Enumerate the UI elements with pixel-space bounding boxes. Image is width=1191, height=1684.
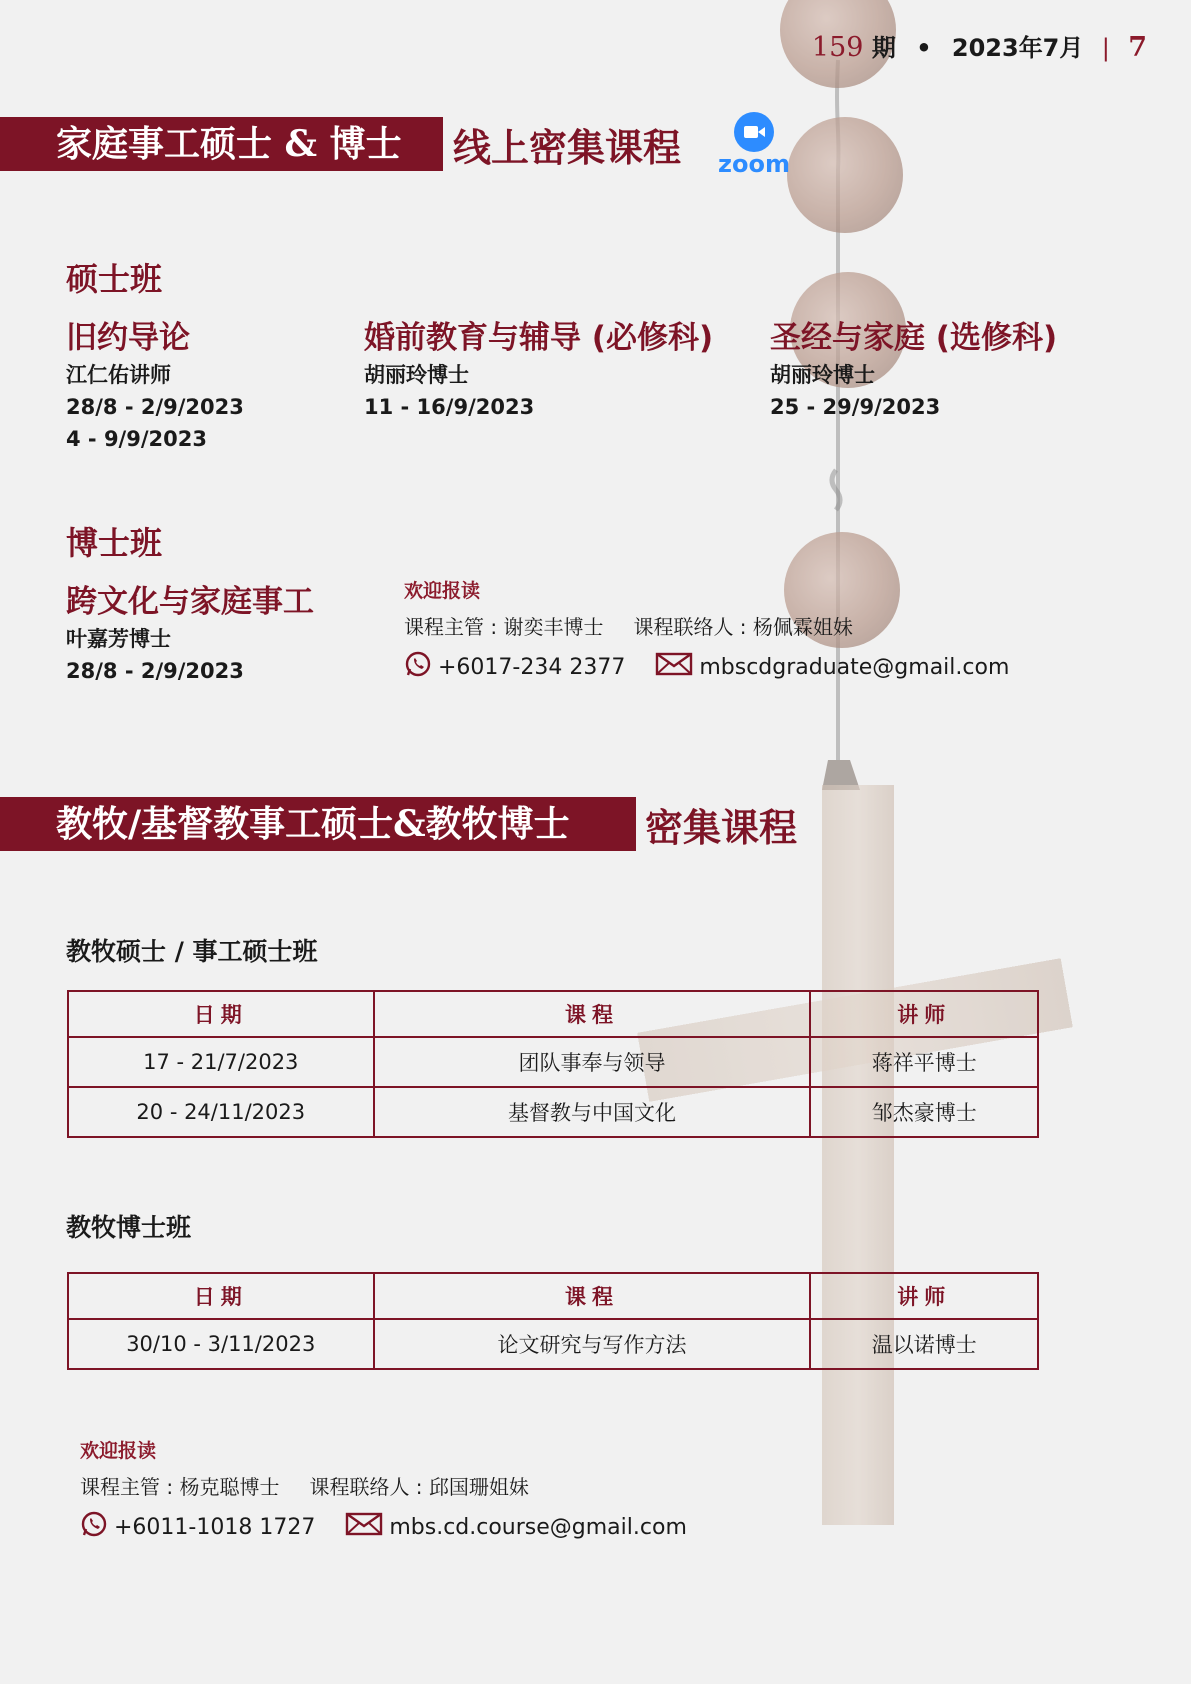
email-icon bbox=[655, 652, 693, 682]
divider: | bbox=[1101, 34, 1110, 62]
course-date: 4 - 9/9/2023 bbox=[66, 427, 207, 451]
course-title: 婚前教育与辅导 (必修科) bbox=[364, 320, 714, 356]
supervisor: 课程主管 : 谢奕丰博士 bbox=[404, 615, 604, 639]
column-header-lecturer: 讲师 bbox=[810, 1273, 1038, 1319]
table-row bbox=[68, 1319, 1038, 1369]
course-card bbox=[770, 312, 1057, 423]
course-lecturer: 胡丽玲博士 bbox=[364, 363, 469, 387]
cell-date: 17 - 21/7/2023 bbox=[68, 1037, 374, 1087]
course-date: 11 - 16/9/2023 bbox=[364, 395, 535, 419]
bullet-separator: • bbox=[916, 34, 932, 62]
course-title: 旧约导论 bbox=[66, 320, 190, 356]
welcome-label: 欢迎报读 bbox=[80, 1440, 157, 1462]
cell-course: 基督教与中国文化 bbox=[374, 1087, 811, 1137]
whatsapp-icon bbox=[404, 650, 432, 684]
table-row bbox=[68, 1037, 1038, 1087]
cell-lecturer: 温以诺博士 bbox=[810, 1319, 1038, 1369]
email-icon bbox=[345, 1512, 383, 1542]
page-number: 7 bbox=[1128, 32, 1147, 63]
cell-lecturer: 邹杰豪博士 bbox=[810, 1087, 1038, 1137]
issue-number: 159 bbox=[811, 32, 864, 63]
column-header-date: 日期 bbox=[68, 1273, 374, 1319]
zoom-logo-text: zoom bbox=[718, 150, 790, 178]
table2-heading: 教牧博士班 bbox=[66, 1213, 192, 1242]
phone-link[interactable]: +6011-1018 1727 bbox=[114, 1514, 316, 1540]
cell-lecturer: 蒋祥平博士 bbox=[810, 1037, 1038, 1087]
table1-heading: 教牧硕士 / 事工硕士班 bbox=[66, 937, 318, 966]
masters-heading: 硕士班 bbox=[66, 260, 163, 298]
coordinator: 课程联络人 : 杨佩霖姐妹 bbox=[633, 615, 853, 639]
course-title: 跨文化与家庭事工 bbox=[66, 584, 314, 620]
coordinator: 课程联络人 : 邱国珊姐妹 bbox=[309, 1475, 529, 1499]
supervisor: 课程主管 : 杨克聪博士 bbox=[80, 1475, 280, 1499]
column-header-date: 日期 bbox=[68, 991, 374, 1037]
doctoral-heading: 博士班 bbox=[66, 524, 163, 562]
contact-row bbox=[80, 1510, 687, 1544]
table-row bbox=[68, 1087, 1038, 1137]
schedule-table-doctoral bbox=[67, 1272, 1039, 1370]
section2-banner-tail: 密集课程 bbox=[645, 805, 798, 850]
section1-banner: 家庭事工硕士 & 博士 bbox=[0, 117, 443, 171]
issue-label: 期 bbox=[871, 34, 896, 62]
contact-block bbox=[404, 576, 1009, 684]
course-lecturer: 江仁佑讲师 bbox=[66, 363, 171, 387]
course-card bbox=[364, 312, 713, 423]
zoom-logo bbox=[716, 112, 792, 178]
phone-link[interactable]: +6017-234 2377 bbox=[438, 654, 626, 680]
course-title: 圣经与家庭 (选修科) bbox=[770, 320, 1058, 356]
contact-people bbox=[404, 611, 1009, 640]
column-header-course: 课程 bbox=[374, 991, 811, 1037]
contact-people bbox=[80, 1471, 687, 1500]
course-date: 28/8 - 2/9/2023 bbox=[66, 659, 244, 683]
course-lecturer: 叶嘉芳博士 bbox=[66, 627, 171, 651]
issue-header bbox=[812, 28, 1147, 63]
course-card bbox=[66, 312, 244, 455]
course-card bbox=[66, 576, 314, 687]
cell-course: 论文研究与写作方法 bbox=[374, 1319, 811, 1369]
cell-course: 团队事奉与领导 bbox=[374, 1037, 811, 1087]
email-link[interactable]: mbscdgraduate@gmail.com bbox=[699, 654, 1010, 680]
issue-date: 2023年7月 bbox=[951, 34, 1084, 62]
email-link[interactable]: mbs.cd.course@gmail.com bbox=[389, 1514, 687, 1540]
course-lecturer: 胡丽玲博士 bbox=[770, 363, 875, 387]
course-date: 28/8 - 2/9/2023 bbox=[66, 395, 244, 419]
section2-banner: 教牧/基督教事工硕士&教牧博士 bbox=[0, 797, 636, 851]
contact-block bbox=[80, 1436, 687, 1544]
whatsapp-icon bbox=[80, 1510, 108, 1544]
cell-date: 30/10 - 3/11/2023 bbox=[68, 1319, 374, 1369]
contact-row bbox=[404, 650, 1009, 684]
section1-banner-tail: 线上密集课程 bbox=[453, 125, 682, 170]
column-header-course: 课程 bbox=[374, 1273, 811, 1319]
cell-date: 20 - 24/11/2023 bbox=[68, 1087, 374, 1137]
column-header-lecturer: 讲师 bbox=[810, 991, 1038, 1037]
table-header-row bbox=[68, 1273, 1038, 1319]
course-date: 25 - 29/9/2023 bbox=[770, 395, 941, 419]
welcome-label: 欢迎报读 bbox=[404, 580, 481, 602]
schedule-table-masters bbox=[67, 990, 1039, 1138]
table-header-row bbox=[68, 991, 1038, 1037]
